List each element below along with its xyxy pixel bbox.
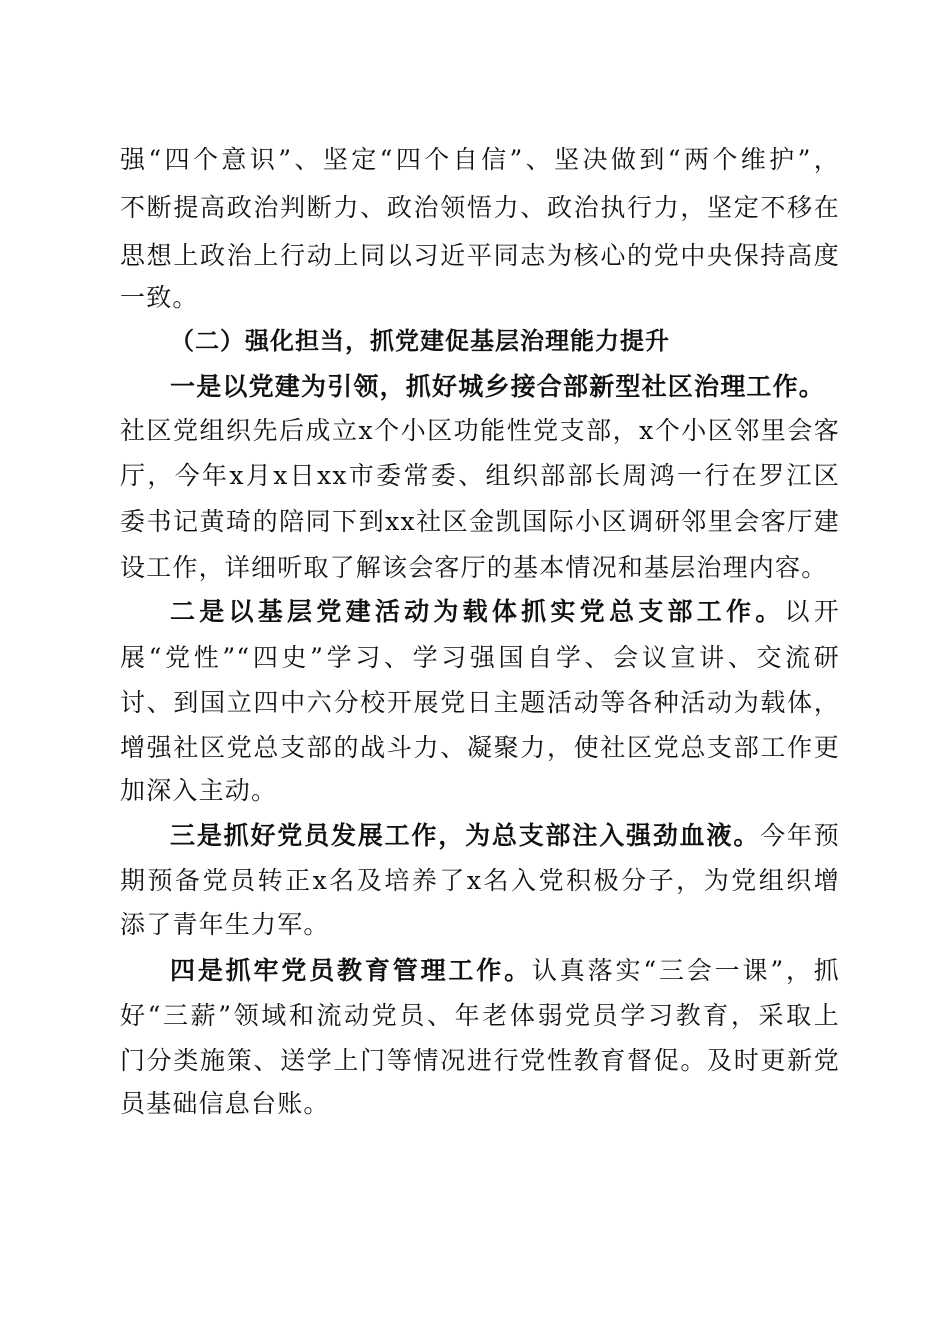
intro-line-3: 思想上政治上行动上同以习近平同志为核心的党中央保持高度 xyxy=(120,241,840,270)
item-4-line-3: 门分类施策、送学上门等情况进行党性教育督促。及时更新党 xyxy=(120,1046,840,1075)
item-4-rest: 认真落实“三会一课”，抓 xyxy=(531,956,840,985)
item-3-line-2: 期预备党员转正x名及培养了x名入党积极分子，为党组织增 xyxy=(120,866,840,895)
item-1-line-3: 厅，今年x月x日xx市委常委、组织部部长周鸿一行在罗江区 xyxy=(120,461,840,490)
intro-line-2: 不断提高政治判断力、政治领悟力、政治执行力，坚定不移在 xyxy=(120,193,840,222)
item-2-line-4: 增强社区党总支部的战斗力、凝聚力，使社区党总支部工作更 xyxy=(120,733,840,762)
item-2-line-5: 加深入主动。 xyxy=(120,776,278,805)
intro-line-1: 强“四个意识”、坚定“四个自信”、坚决做到“两个维护”， xyxy=(120,145,840,174)
intro-line-4: 一致。 xyxy=(120,283,199,312)
item-1-line-2: 社区党组织先后成立x个小区功能性党支部，x个小区邻里会客 xyxy=(120,416,840,445)
item-3-first-line xyxy=(170,821,840,851)
item-2-lead: 二是以基层党建活动为载体抓实党总支部工作。 xyxy=(170,597,785,626)
item-2-line-3: 讨、到国立四中六分校开展党日主题活动等各种活动为载体， xyxy=(120,688,840,717)
item-1-line-4: 委书记黄琦的陪同下到xx社区金凯国际小区调研邻里会客厅建 xyxy=(120,507,840,536)
item-3-lead: 三是抓好党员发展工作，为总支部注入强劲血液。 xyxy=(170,821,761,850)
item-3-rest: 今年预 xyxy=(760,821,840,850)
item-4-first-line xyxy=(170,956,840,986)
item-1-lead: 一是以党建为引领，抓好城乡接合部新型社区治理工作。 xyxy=(170,372,826,401)
item-3-line-3: 添了青年生力军。 xyxy=(120,910,330,939)
item-1-first-line xyxy=(170,372,840,402)
item-4-line-2: 好“三薪”领域和流动党员、年老体弱党员学习教育，采取上 xyxy=(120,1001,840,1030)
item-2-line-2: 展“党性”“四史”学习、学习强国自学、会议宣讲、交流研 xyxy=(120,643,840,672)
item-2-rest: 以开 xyxy=(784,597,840,626)
section-heading: （二）强化担当，抓党建促基层治理能力提升 xyxy=(170,326,670,355)
item-1-line-5: 设工作，详细听取了解该会客厅的基本情况和基层治理内容。 xyxy=(120,553,828,582)
item-2-first-line xyxy=(170,597,840,627)
item-4-lead: 四是抓牢党员教育管理工作。 xyxy=(170,956,532,985)
item-4-line-4: 员基础信息台账。 xyxy=(120,1089,330,1118)
